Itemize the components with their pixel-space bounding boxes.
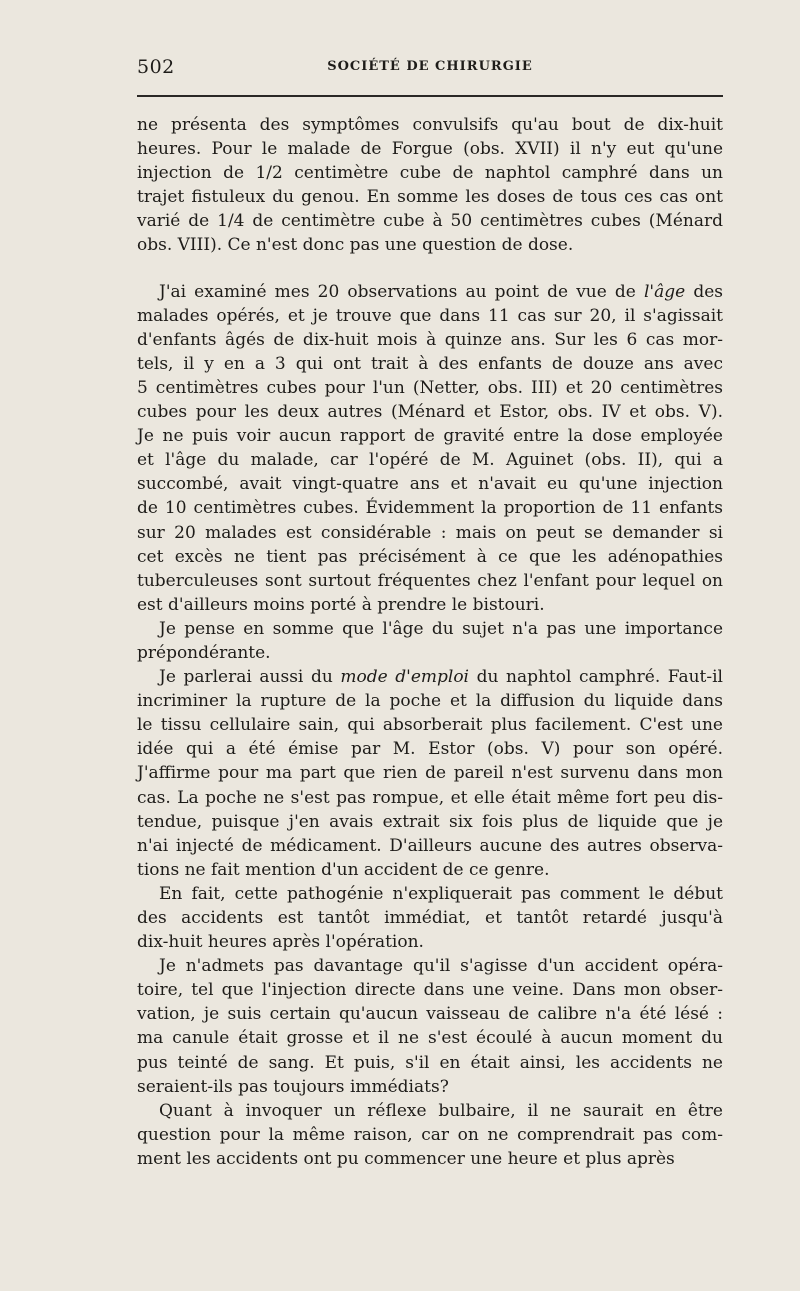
- italic-phrase: l'âge: [644, 281, 686, 302]
- text-line: le tissu cellulaire sain, qui absorberait plus facilement. C'est une: [137, 715, 723, 736]
- text-line: prépondérante.: [137, 642, 271, 663]
- text-line: varié de 1/4 de centimètre cube à 50 centimètres cubes (Ménard: [137, 211, 723, 232]
- text-line: tions ne fait mention d'un accident de ce genre.: [137, 859, 550, 880]
- text-line: succombé, avait vingt-quatre ans et n'avait eu qu'une injection: [137, 474, 723, 495]
- text-line: injection de 1/2 centimètre cube de naphtol camphré dans un: [137, 163, 723, 184]
- text-line: J'affirme pour ma part que rien de pareil n'est survenu dans mon: [137, 763, 723, 784]
- text-line: Quant à invoquer un réflexe bulbaire, il ne saurait en être: [159, 1100, 723, 1121]
- italic-phrase: mode d'emploi: [340, 667, 469, 688]
- paragraph: [137, 113, 723, 258]
- text-line: idée qui a été émise par M. Estor (obs. V) pour son opéré.: [137, 739, 723, 760]
- text-line: trajet fistuleux du genou. En somme les doses de tous ces cas ont: [137, 187, 723, 208]
- text-line: obs. VIII). Ce n'est donc pas une question de dose.: [137, 235, 574, 256]
- text-line: malades opérés, et je trouve que dans 11 cas sur 20, il s'agissait: [137, 305, 723, 326]
- text-line: cas. La poche ne s'est pas rompue, et elle était même fort peu dis-: [137, 787, 723, 808]
- text-line: de 10 centimètres cubes. Évidemment la proportion de 11 enfants: [137, 498, 723, 519]
- text-line: n'ai injecté de médicament. D'ailleurs aucune des autres observa-: [137, 835, 723, 856]
- text-line: 5 centimètres cubes pour l'un (Netter, obs. III) et 20 centimètres: [137, 377, 723, 398]
- paragraph: [137, 280, 723, 617]
- text-line: ma canule était grosse et il ne s'est écoulé à aucun moment du: [137, 1028, 723, 1049]
- paragraph: [137, 954, 723, 1099]
- text-line: heures. Pour le malade de Forgue (obs. XVII) il n'y eut qu'une: [137, 139, 723, 160]
- text-line: ne présenta des symptômes convulsifs qu'au bout de dix-huit: [137, 115, 723, 135]
- paragraph: [137, 1099, 723, 1171]
- text-line: dix-huit heures après l'opération.: [137, 932, 424, 953]
- text-line: Je ne puis voir aucun rapport de gravité entre la dose employée: [137, 426, 723, 447]
- body-text: [137, 113, 723, 1171]
- text-line: tels, il y en a 3 qui ont trait à des enfants de douze ans avec: [137, 353, 723, 374]
- text-line: incriminer la rupture de la poche et la diffusion du liquide dans: [137, 691, 723, 712]
- paragraph-gap: [137, 258, 723, 280]
- text-line: des accidents est tantôt immédiat, et tantôt retardé jusqu'à: [137, 908, 723, 928]
- text-line: d'enfants âgés de dix-huit mois à quinze ans. Sur les 6 cas mor-: [137, 329, 723, 350]
- header-rule: [137, 95, 723, 97]
- text-line: pus teinté de sang. Et puis, s'il en était ainsi, les accidents ne: [137, 1052, 723, 1073]
- paragraph: [137, 665, 723, 882]
- text-line: est d'ailleurs moins porté à prendre le bistouri.: [137, 594, 545, 615]
- text-line: cet excès ne tient pas précisément à ce que les adénopathies: [137, 546, 723, 567]
- text-line: question pour la même raison, car on ne comprendrait pas com-: [137, 1124, 723, 1145]
- text-line: seraient-ils pas toujours immédiats?: [137, 1076, 449, 1097]
- text-line: Je n'admets pas davantage qu'il s'agisse d'un accident opéra-: [159, 956, 723, 977]
- paragraph: [137, 882, 723, 954]
- text-line: et l'âge du malade, car l'opéré de M. Aguinet (obs. II), qui a: [137, 450, 723, 471]
- paragraph: [137, 617, 723, 665]
- text-line: ment les accidents ont pu commencer une heure et plus après: [137, 1148, 675, 1169]
- text-line: toire, tel que l'injection directe dans une veine. Dans mon obser-: [137, 980, 723, 1001]
- text-line: vation, je suis certain qu'aucun vaisseau de calibre n'a été lésé :: [137, 1004, 723, 1025]
- text-line: Je pense en somme que l'âge du sujet n'a pas une importance: [159, 618, 723, 639]
- text-line: En fait, cette pathogénie n'expliquerait pas comment le début: [159, 883, 723, 904]
- page-header: [137, 56, 723, 86]
- text-line: tendue, puisque j'en avais extrait six fois plus de liquide que je: [137, 811, 723, 832]
- page-number: 502: [137, 56, 175, 78]
- text-line: cubes pour les deux autres (Ménard et Estor, obs. IV et obs. V).: [137, 402, 723, 423]
- running-title: SOCIÉTÉ DE CHIRURGIE: [327, 59, 533, 74]
- text-line: sur 20 malades est considérable : mais on peut se demander si: [137, 522, 723, 543]
- text-line: tuberculeuses sont surtout fréquentes chez l'enfant pour lequel on: [137, 570, 723, 591]
- text-line: Je parlerai aussi du mode d'emploi du naphtol camphré. Faut-il: [159, 667, 723, 688]
- text-line: J'ai examiné mes 20 observations au point de vue de l'âge des: [159, 281, 723, 302]
